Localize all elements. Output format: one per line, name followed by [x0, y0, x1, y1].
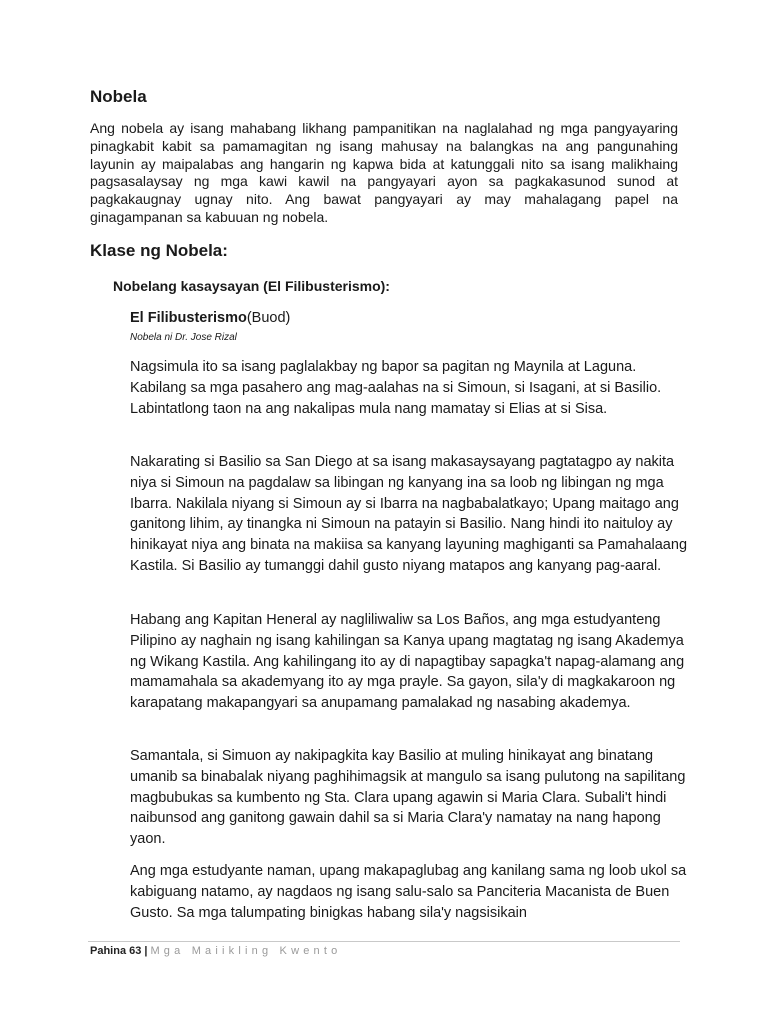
page-number: Pahina 63: [90, 945, 142, 957]
footer-separator: |: [144, 945, 148, 957]
page-footer: [90, 945, 341, 957]
intro-paragraph: Ang nobela ay isang mahabang likhang pampanitikan na naglalahad ng mga pangyayaring pinagkabit kabit sa pamamagitan ng isang mahusay na balangkas na ang pangunahing layunin ay maipalabas ang hangarin ng kapwa bida at katunggali nito sa isang malikhaing pagsasalaysay ng mga kawi kawil na pangyayari ayon sa pagkakasunod sunod at pagkakaugnay ugnay nito. Ang bawat pangyayari ay may mahalagang papel na ginagampanan sa kabuuan ng nobela.: [90, 120, 678, 225]
section-heading: Klase ng Nobela:: [90, 241, 228, 260]
footer-divider: [88, 941, 680, 942]
book-title: Mga Maiikling Kwento: [150, 945, 342, 957]
story-paragraph: Nagsimula ito sa isang paglalakbay ng bapor sa pagitan ng Maynila at Laguna. Kabilang sa mga pasahero ang mag-aalahas na si Simoun, si Isagani, at si Basilio. Labintatlong taon na ang nakalipas mula nang mamatay si Elias at si Sisa.: [130, 359, 662, 417]
story-paragraph: Ang mga estudyante naman, upang makapaglubag ang kanilang sama ng loob ukol sa kabiguang natamo, ay nagdaos ng isang salu-salo sa Panciteria Macanista de Buen Gusto. Sa mga talumpating binigkas habang sila'y nagsisikain: [130, 863, 687, 921]
story-paragraph: Habang ang Kapitan Heneral ay nagliliwaliw sa Los Baños, ang mga estudyanteng Pilipino ay naghain ng isang kahilingan sa Kanya upang magtatag ng isang Akademya ng Wikang Kastila. Ang kahilingang ito ay di napagtibay sapagka't napag-alamang ang mamamahala sa akademyang ito ay mga prayle. Sa gayon, sila'y di magkakaroon ng karapatang makapangyari sa anupamang pamalakad ng nasabing akademya.: [130, 612, 685, 712]
page-heading: Nobela: [90, 87, 147, 106]
story-byline: Nobela ni Dr. Jose Rizal: [130, 332, 237, 343]
story-title: [130, 310, 290, 326]
subsection-heading: Nobelang kasaysayan (El Filibusterismo):: [113, 278, 390, 294]
story-paragraph: Nakarating si Basilio sa San Diego at sa isang makasaysayang pagtatagpo ay nakita niya si Simoun na pagdalaw sa libingan ng kanyang ina sa loob ng libingan ng mga Ibarra. Nakilala niyang si Simoun ay si Ibarra na nagbabalatkayo; Upang maitago ang ganitong lihim, ay tinangka ni Simoun na patayin si Basilio. Nang hindi ito naituloy ay hinikayat niya ang binata na makiisa sa kanyang layuning maghiganti sa Pamahalaang Kastila. Si Basilio ay tumanggi dahil gusto niyang matapos ang kanyang pag-aaral.: [130, 454, 688, 574]
story-paragraph: Samantala, si Simuon ay nakipagkita kay Basilio at muling hinikayat ang binatang umanib sa binabalak niyang paghihimagsik at mangulo sa isang pulutong na sapilitang magbubukas sa kumbento ng Sta. Clara upang agawin si Maria Clara. Subali't hindi naibunsod ang ganitong gawain dahil sa si Maria Clara'y namatay na nang hapong yaon.: [130, 748, 686, 848]
story-title-suffix: (Buod): [246, 310, 291, 326]
story-title-bold: El Filibusterismo: [130, 310, 247, 326]
